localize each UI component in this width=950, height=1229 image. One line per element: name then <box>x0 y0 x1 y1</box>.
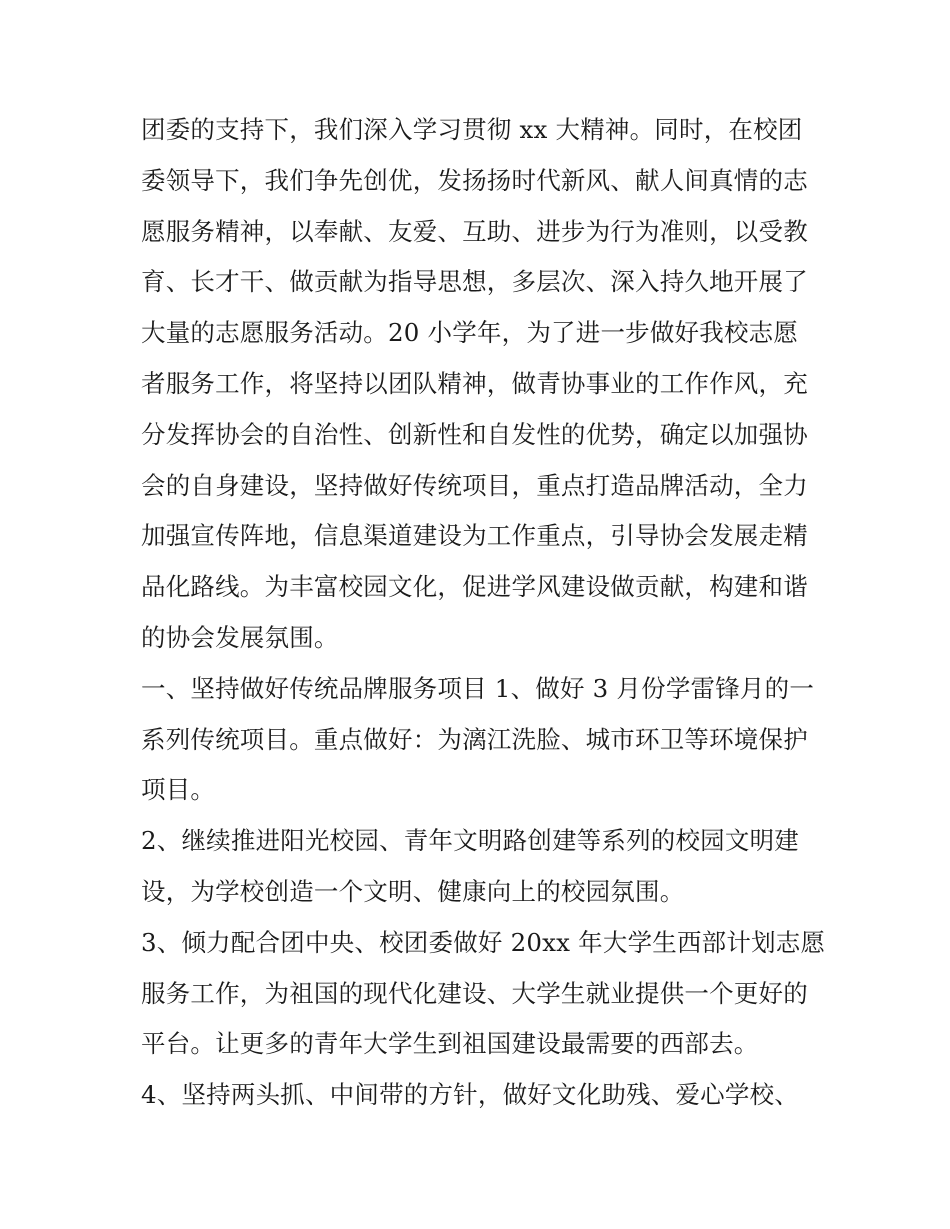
text-line: 的协会发展氛围。 <box>141 622 339 652</box>
text-line: 分发挥协会的自治性、创新性和自发性的优势，确定以加强协 <box>141 419 808 449</box>
text-line: 育、长才干、做贡献为指导思想，多层次、深入持久地开展了 <box>141 267 808 297</box>
text-line: 愿服务精神，以奉献、友爱、互助、进步为行为准则，以受教 <box>141 216 808 246</box>
text-line: 平台。让更多的青年大学生到祖国建设最需要的西部去。 <box>141 1029 759 1059</box>
text-line: 大量的志愿服务活动。20 小学年，为了进一步做好我校志愿 <box>141 318 799 348</box>
text-line: 设，为学校创造一个文明、健康向上的校园氛围。 <box>141 876 685 906</box>
document-body <box>141 105 826 1121</box>
text-line: 委领导下，我们争先创优，发扬扬时代新风、献人间真情的志 <box>141 165 808 195</box>
list-item-line: 2、继续推进阳光校园、青年文明路创建等系列的校园文明建 <box>141 826 799 856</box>
section-heading-line: 一、坚持做好传统品牌服务项目 1、做好 3 月份学雷锋月的一 <box>141 673 815 703</box>
text-line: 服务工作，为祖国的现代化建设、大学生就业提供一个更好的 <box>141 978 808 1008</box>
text-line: 加强宣传阵地，信息渠道建设为工作重点，引导协会发展走精 <box>141 521 808 551</box>
text-line: 项目。 <box>141 775 216 805</box>
text-line: 者服务工作，将坚持以团队精神，做青协事业的工作作风，充 <box>141 368 808 398</box>
text-line: 团委的支持下，我们深入学习贯彻 xx 大精神。同时，在校团 <box>141 115 803 144</box>
text-line: 系列传统项目。重点做好：为漓江洗脸、城市环卫等环境保护 <box>141 724 808 754</box>
list-item-line: 4、坚持两头抓、中间带的方针，做好文化助残、爱心学校、 <box>141 1080 799 1110</box>
text-line: 品化路线。为丰富校园文化，促进学风建设做贡献，构建和谐 <box>141 572 808 602</box>
text-line: 会的自身建设，坚持做好传统项目，重点打造品牌活动，全力 <box>141 470 808 500</box>
list-item-line: 3、倾力配合团中央、校团委做好 20xx 年大学生西部计划志愿 <box>141 927 826 957</box>
